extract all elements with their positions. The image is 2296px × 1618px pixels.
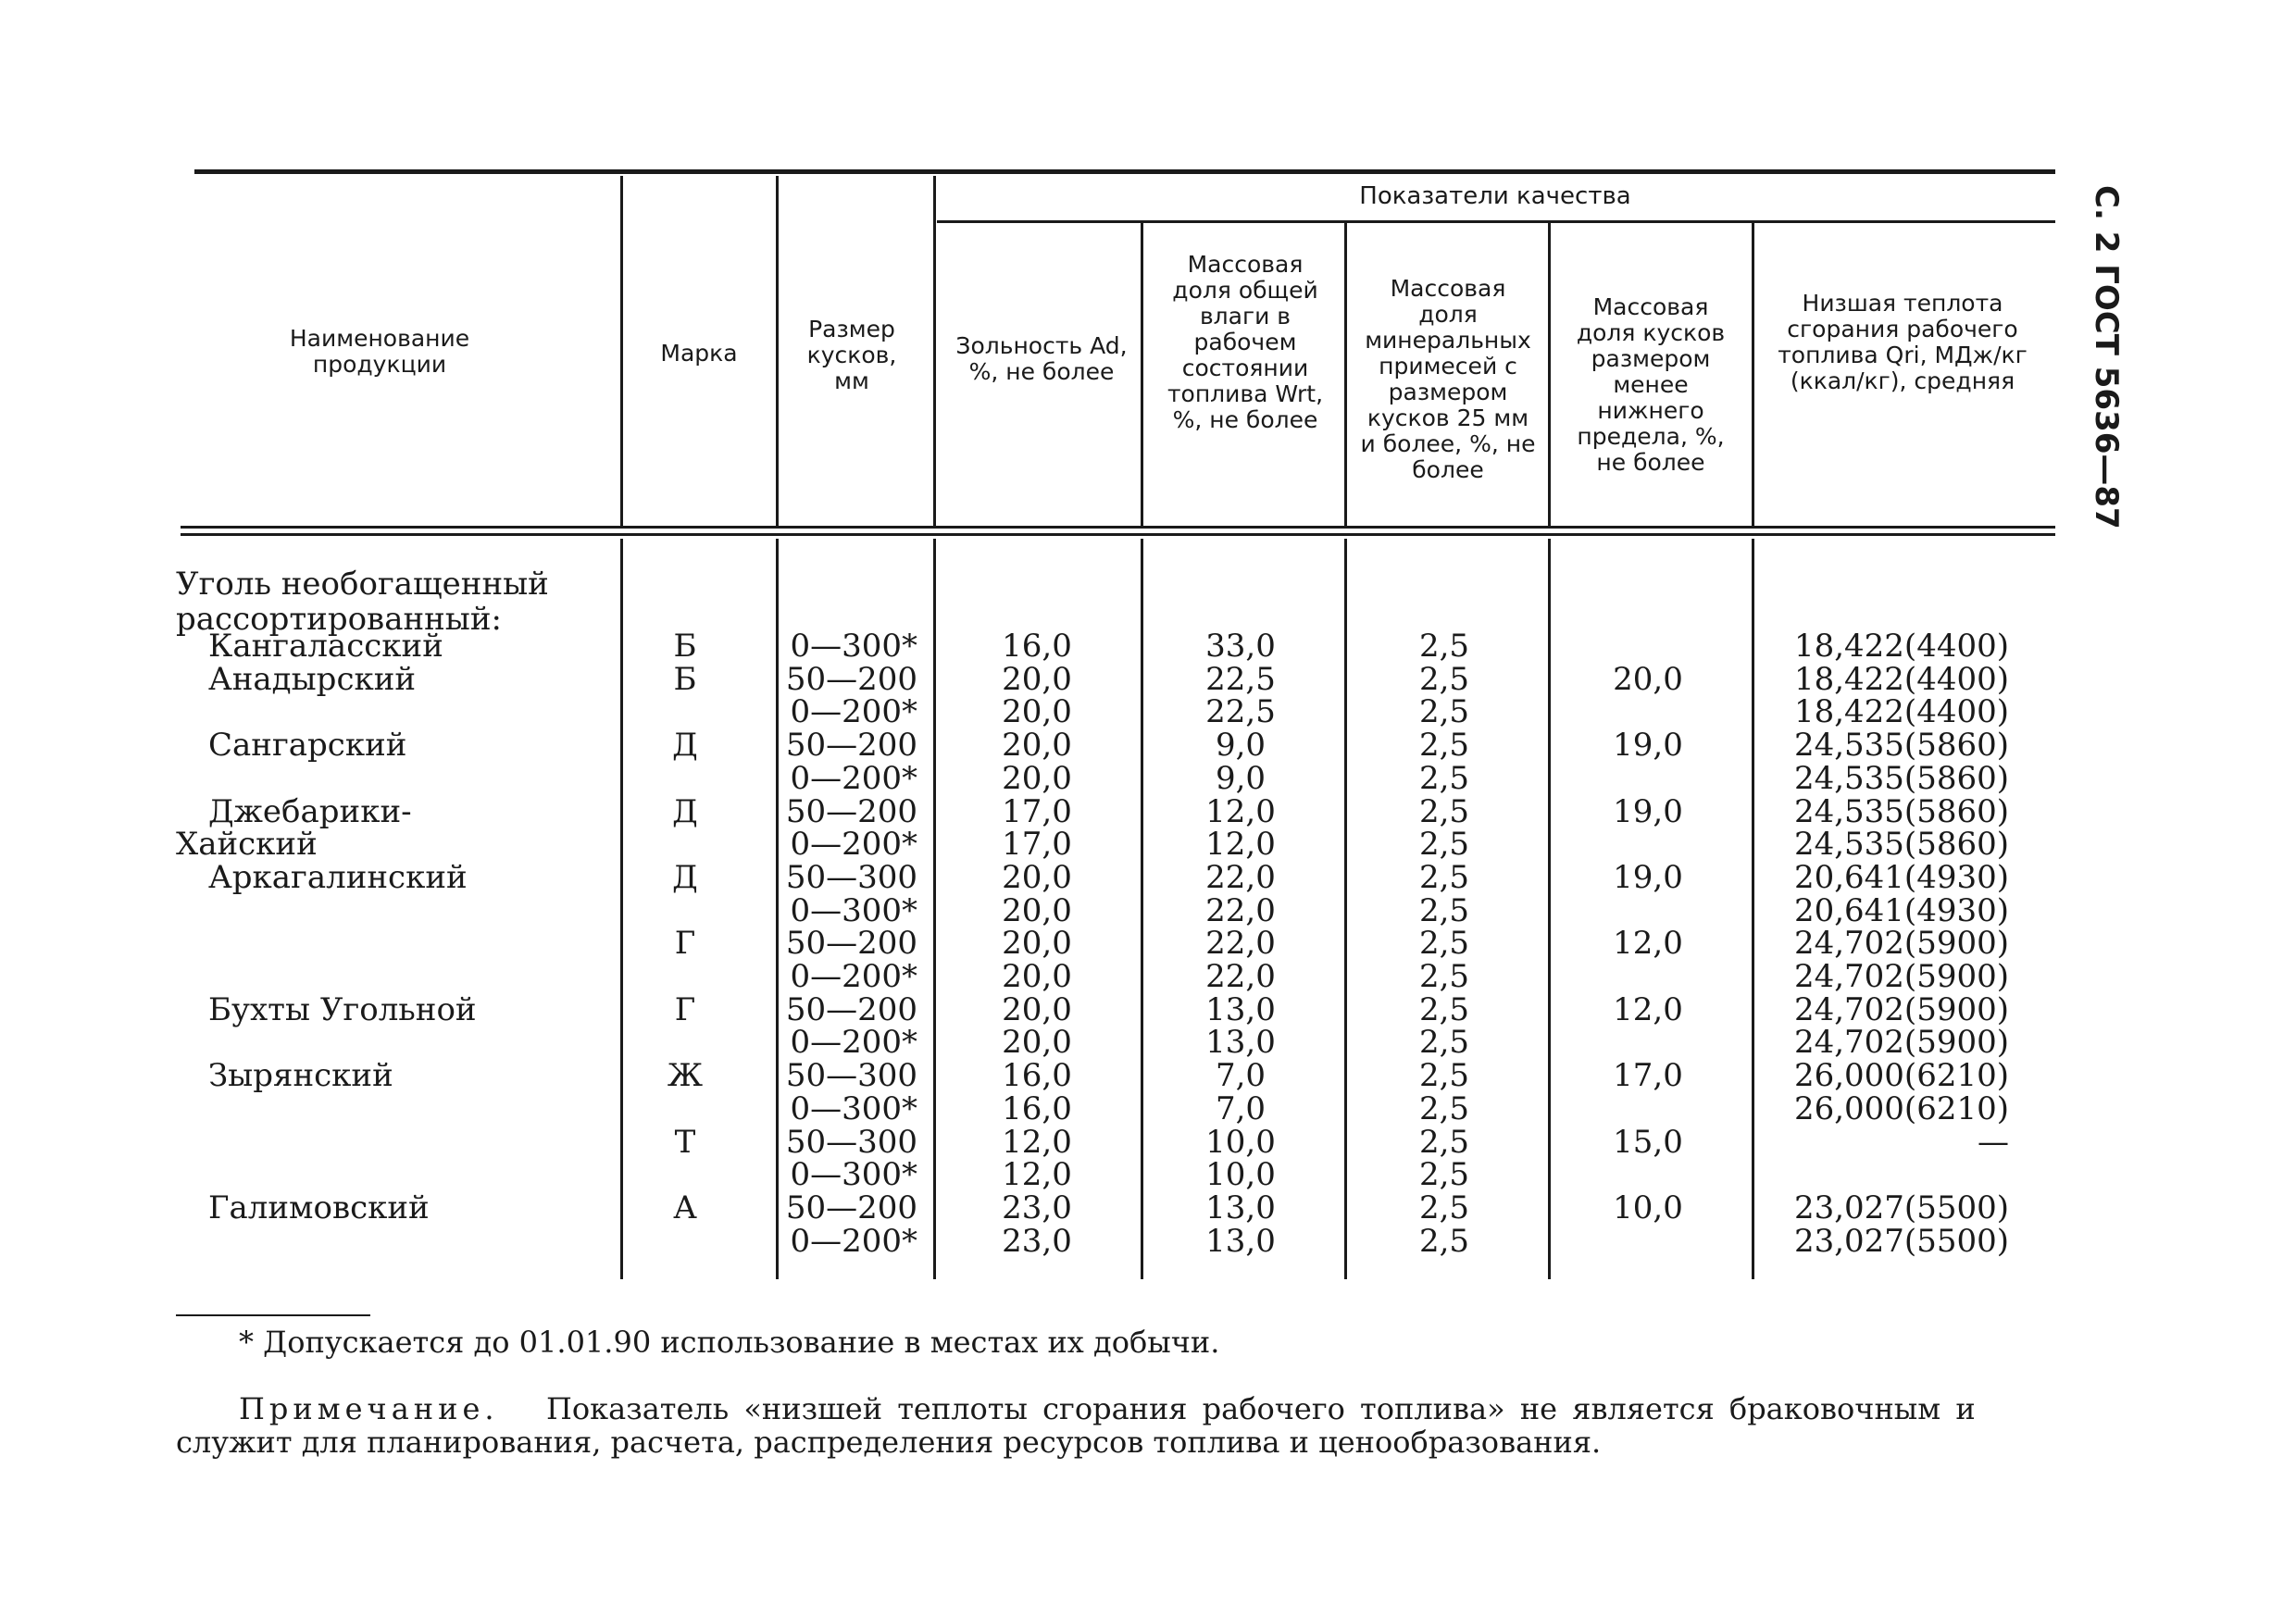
cell-moisture: 22,0: [1205, 892, 1276, 929]
cell-name: Сангарский: [208, 727, 407, 764]
cell-moisture: 7,0: [1215, 1057, 1267, 1094]
cell-size: 50—300: [785, 1124, 917, 1161]
header-size: Размер кусков, мм: [806, 316, 897, 394]
cell-heat: 20,641(4930): [1793, 892, 2009, 929]
cell-size: 0—200*: [790, 693, 917, 730]
header-lower: Массовая доля кусков размером менее нижнего предела, %, не более: [1576, 293, 1726, 476]
cell-ash: 16,0: [1002, 1057, 1072, 1094]
cell-ash: 17,0: [1002, 826, 1072, 863]
cell-ash: 20,0: [1002, 859, 1072, 896]
cell-lower-fraction: 10,0: [1613, 1189, 1683, 1226]
cell-size: 50—200: [785, 1189, 917, 1226]
cell-mineral: 2,5: [1418, 1024, 1470, 1061]
cell-ash: 20,0: [1002, 1024, 1072, 1061]
header-bottom-rule-2: [181, 533, 2055, 536]
cell-moisture: 12,0: [1205, 826, 1276, 863]
cell-marka: Г: [674, 991, 696, 1028]
cell-mineral: 2,5: [1418, 628, 1470, 665]
cell-moisture: 13,0: [1205, 1189, 1276, 1226]
cell-mineral: 2,5: [1418, 793, 1470, 830]
cell-size: 0—200*: [790, 958, 917, 995]
cell-ash: 20,0: [1002, 760, 1072, 797]
footnote-rule: [176, 1314, 370, 1316]
body-col-divider-4: [1141, 539, 1143, 1279]
cell-lower-fraction: 19,0: [1613, 793, 1683, 830]
cell-marka: Г: [674, 925, 696, 962]
cell-heat: 24,535(5860): [1793, 826, 2009, 863]
cell-heat: —: [1978, 1124, 2009, 1161]
cell-size: 50—200: [785, 727, 917, 764]
cell-moisture: 22,0: [1205, 958, 1276, 995]
cell-heat: 18,422(4400): [1793, 693, 2009, 730]
body-col-divider-5: [1344, 539, 1347, 1279]
cell-heat: 24,535(5860): [1793, 760, 2009, 797]
cell-size: 50—200: [785, 661, 917, 698]
note-line-1-text: Показатель «низшей теплоты сгорания рабочего топлива» не является браковочным и: [546, 1391, 1976, 1426]
cell-ash: 17,0: [1002, 793, 1072, 830]
cell-marka: А: [673, 1189, 697, 1226]
cell-moisture: 13,0: [1205, 1024, 1276, 1061]
cell-moisture: 13,0: [1205, 991, 1276, 1028]
cell-heat: 24,702(5900): [1793, 1024, 2009, 1061]
cell-moisture: 9,0: [1215, 760, 1267, 797]
cell-lower-fraction: 20,0: [1613, 661, 1683, 698]
cell-ash: 20,0: [1002, 661, 1072, 698]
cell-ash: 20,0: [1002, 892, 1072, 929]
cell-moisture: 9,0: [1215, 727, 1267, 764]
cell-size: 0—300*: [790, 628, 917, 665]
note-line-2: служит для планирования, расчета, распределения ресурсов топлива и ценообразования.: [176, 1425, 1602, 1460]
cell-heat: 24,702(5900): [1793, 958, 2009, 995]
cell-lower-fraction: 12,0: [1613, 925, 1683, 962]
footnote: * Допускается до 01.01.90 использование в местах их добычи.: [239, 1325, 1220, 1360]
cell-name: Аркагалинский: [208, 859, 468, 896]
header-ash: Зольность Ad, %, не более: [955, 332, 1128, 385]
cell-marka: Т: [674, 1124, 696, 1161]
cell-heat: 18,422(4400): [1793, 628, 2009, 665]
cell-ash: 16,0: [1002, 1090, 1072, 1127]
cell-heat: 23,027(5500): [1793, 1189, 2009, 1226]
cell-lower-fraction: 19,0: [1613, 727, 1683, 764]
cell-ash: 20,0: [1002, 991, 1072, 1028]
header-mineral: Массовая доля минеральных примесей с размером кусков 25 мм и более, %, не более: [1360, 275, 1536, 483]
cell-name: Бухты Угольной: [208, 991, 477, 1028]
cell-marka: Д: [672, 727, 698, 764]
cell-size: 0—300*: [790, 1156, 917, 1193]
cell-moisture: 22,5: [1205, 693, 1276, 730]
cell-heat: 20,641(4930): [1793, 859, 2009, 896]
header-name: Наименование продукции: [289, 325, 470, 378]
cell-mineral: 2,5: [1418, 958, 1470, 995]
header-heat: Низшая теплота сгорания рабочего топлива Qri, МДж/кг (ккал/кг), средняя: [1778, 290, 2028, 394]
header-col-divider-3: [933, 176, 936, 526]
cell-size: 50—200: [785, 925, 917, 962]
cell-moisture: 22,0: [1205, 859, 1276, 896]
cell-mineral: 2,5: [1418, 892, 1470, 929]
cell-heat: 24,535(5860): [1793, 727, 2009, 764]
cell-ash: 20,0: [1002, 925, 1072, 962]
cell-size: 0—200*: [790, 826, 917, 863]
cell-mineral: 2,5: [1418, 1156, 1470, 1193]
cell-size: 0—300*: [790, 892, 917, 929]
cell-heat: 23,027(5500): [1793, 1223, 2009, 1260]
body-col-divider-6: [1548, 539, 1551, 1279]
cell-mineral: 2,5: [1418, 859, 1470, 896]
cell-moisture: 13,0: [1205, 1223, 1276, 1260]
cell-moisture: 10,0: [1205, 1156, 1276, 1193]
group-title: Уголь необогащенный рассортированный:: [176, 566, 549, 638]
cell-marka: Б: [673, 628, 697, 665]
header-col-divider-1: [620, 176, 623, 526]
cell-size: 0—200*: [790, 760, 917, 797]
cell-size: 50—200: [785, 793, 917, 830]
cell-lower-fraction: 15,0: [1613, 1124, 1683, 1161]
cell-heat: 18,422(4400): [1793, 661, 2009, 698]
cell-heat: 26,000(6210): [1793, 1057, 2009, 1094]
cell-mineral: 2,5: [1418, 1223, 1470, 1260]
header-moisture: Массовая доля общей влаги в рабочем состоянии топлива Wrt, %, не более: [1167, 251, 1324, 433]
cell-size: 50—300: [785, 1057, 917, 1094]
cell-lower-fraction: 12,0: [1613, 991, 1683, 1028]
cell-moisture: 22,0: [1205, 925, 1276, 962]
cell-moisture: 7,0: [1215, 1090, 1267, 1127]
cell-heat: 24,702(5900): [1793, 925, 2009, 962]
cell-name: Галимовский: [208, 1189, 430, 1226]
cell-ash: 20,0: [1002, 727, 1072, 764]
cell-name: Анадырский: [208, 661, 417, 698]
cell-mineral: 2,5: [1418, 661, 1470, 698]
header-col-divider-5: [1344, 222, 1347, 526]
cell-ash: 20,0: [1002, 693, 1072, 730]
cell-mineral: 2,5: [1418, 925, 1470, 962]
cell-ash: 23,0: [1002, 1189, 1072, 1226]
cell-mineral: 2,5: [1418, 1090, 1470, 1127]
cell-lower-fraction: 17,0: [1613, 1057, 1683, 1094]
cell-mineral: 2,5: [1418, 727, 1470, 764]
cell-mineral: 2,5: [1418, 1189, 1470, 1226]
header-col-divider-2: [776, 176, 779, 526]
cell-size: 0—200*: [790, 1223, 917, 1260]
cell-marka: Б: [673, 661, 697, 698]
cell-mineral: 2,5: [1418, 693, 1470, 730]
header-col-divider-7: [1752, 222, 1754, 526]
note-label: Примечание.: [239, 1391, 499, 1426]
cell-name: Джебарики-: [208, 793, 412, 830]
cell-heat: 24,702(5900): [1793, 991, 2009, 1028]
cell-ash: 16,0: [1002, 628, 1072, 665]
cell-ash: 12,0: [1002, 1156, 1072, 1193]
cell-marka: Ж: [667, 1057, 704, 1094]
cell-heat: 26,000(6210): [1793, 1090, 2009, 1127]
cell-name: Зырянский: [208, 1057, 393, 1094]
header-marka: Марка: [660, 340, 738, 367]
cell-size: 0—300*: [790, 1090, 917, 1127]
cell-name: Кангаласский: [208, 628, 443, 665]
header-group: Показатели качества: [1359, 182, 1631, 210]
cell-moisture: 22,5: [1205, 661, 1276, 698]
group-header-rule: [937, 220, 2055, 223]
cell-moisture: 12,0: [1205, 793, 1276, 830]
side-page-header: С. 2 ГОСТ 5636—87: [2088, 185, 2125, 529]
cell-ash: 12,0: [1002, 1124, 1072, 1161]
cell-mineral: 2,5: [1418, 991, 1470, 1028]
cell-name: Хайский: [176, 826, 318, 863]
body-col-divider-3: [933, 539, 936, 1279]
cell-mineral: 2,5: [1418, 1124, 1470, 1161]
cell-mineral: 2,5: [1418, 760, 1470, 797]
header-col-divider-4: [1141, 222, 1143, 526]
body-col-divider-1: [620, 539, 623, 1279]
body-col-divider-2: [776, 539, 779, 1279]
cell-marka: Д: [672, 793, 698, 830]
body-col-divider-7: [1752, 539, 1754, 1279]
cell-mineral: 2,5: [1418, 826, 1470, 863]
cell-size: 50—200: [785, 991, 917, 1028]
cell-ash: 23,0: [1002, 1223, 1072, 1260]
cell-marka: Д: [672, 859, 698, 896]
cell-ash: 20,0: [1002, 958, 1072, 995]
cell-moisture: 33,0: [1205, 628, 1276, 665]
cell-size: 0—200*: [790, 1024, 917, 1061]
cell-lower-fraction: 19,0: [1613, 859, 1683, 896]
cell-heat: 24,535(5860): [1793, 793, 2009, 830]
cell-size: 50—300: [785, 859, 917, 896]
cell-moisture: 10,0: [1205, 1124, 1276, 1161]
header-bottom-rule-1: [181, 526, 2055, 529]
table-top-rule: [194, 169, 2055, 174]
note-line-1: [546, 1390, 1976, 1427]
header-col-divider-6: [1548, 222, 1551, 526]
cell-mineral: 2,5: [1418, 1057, 1470, 1094]
